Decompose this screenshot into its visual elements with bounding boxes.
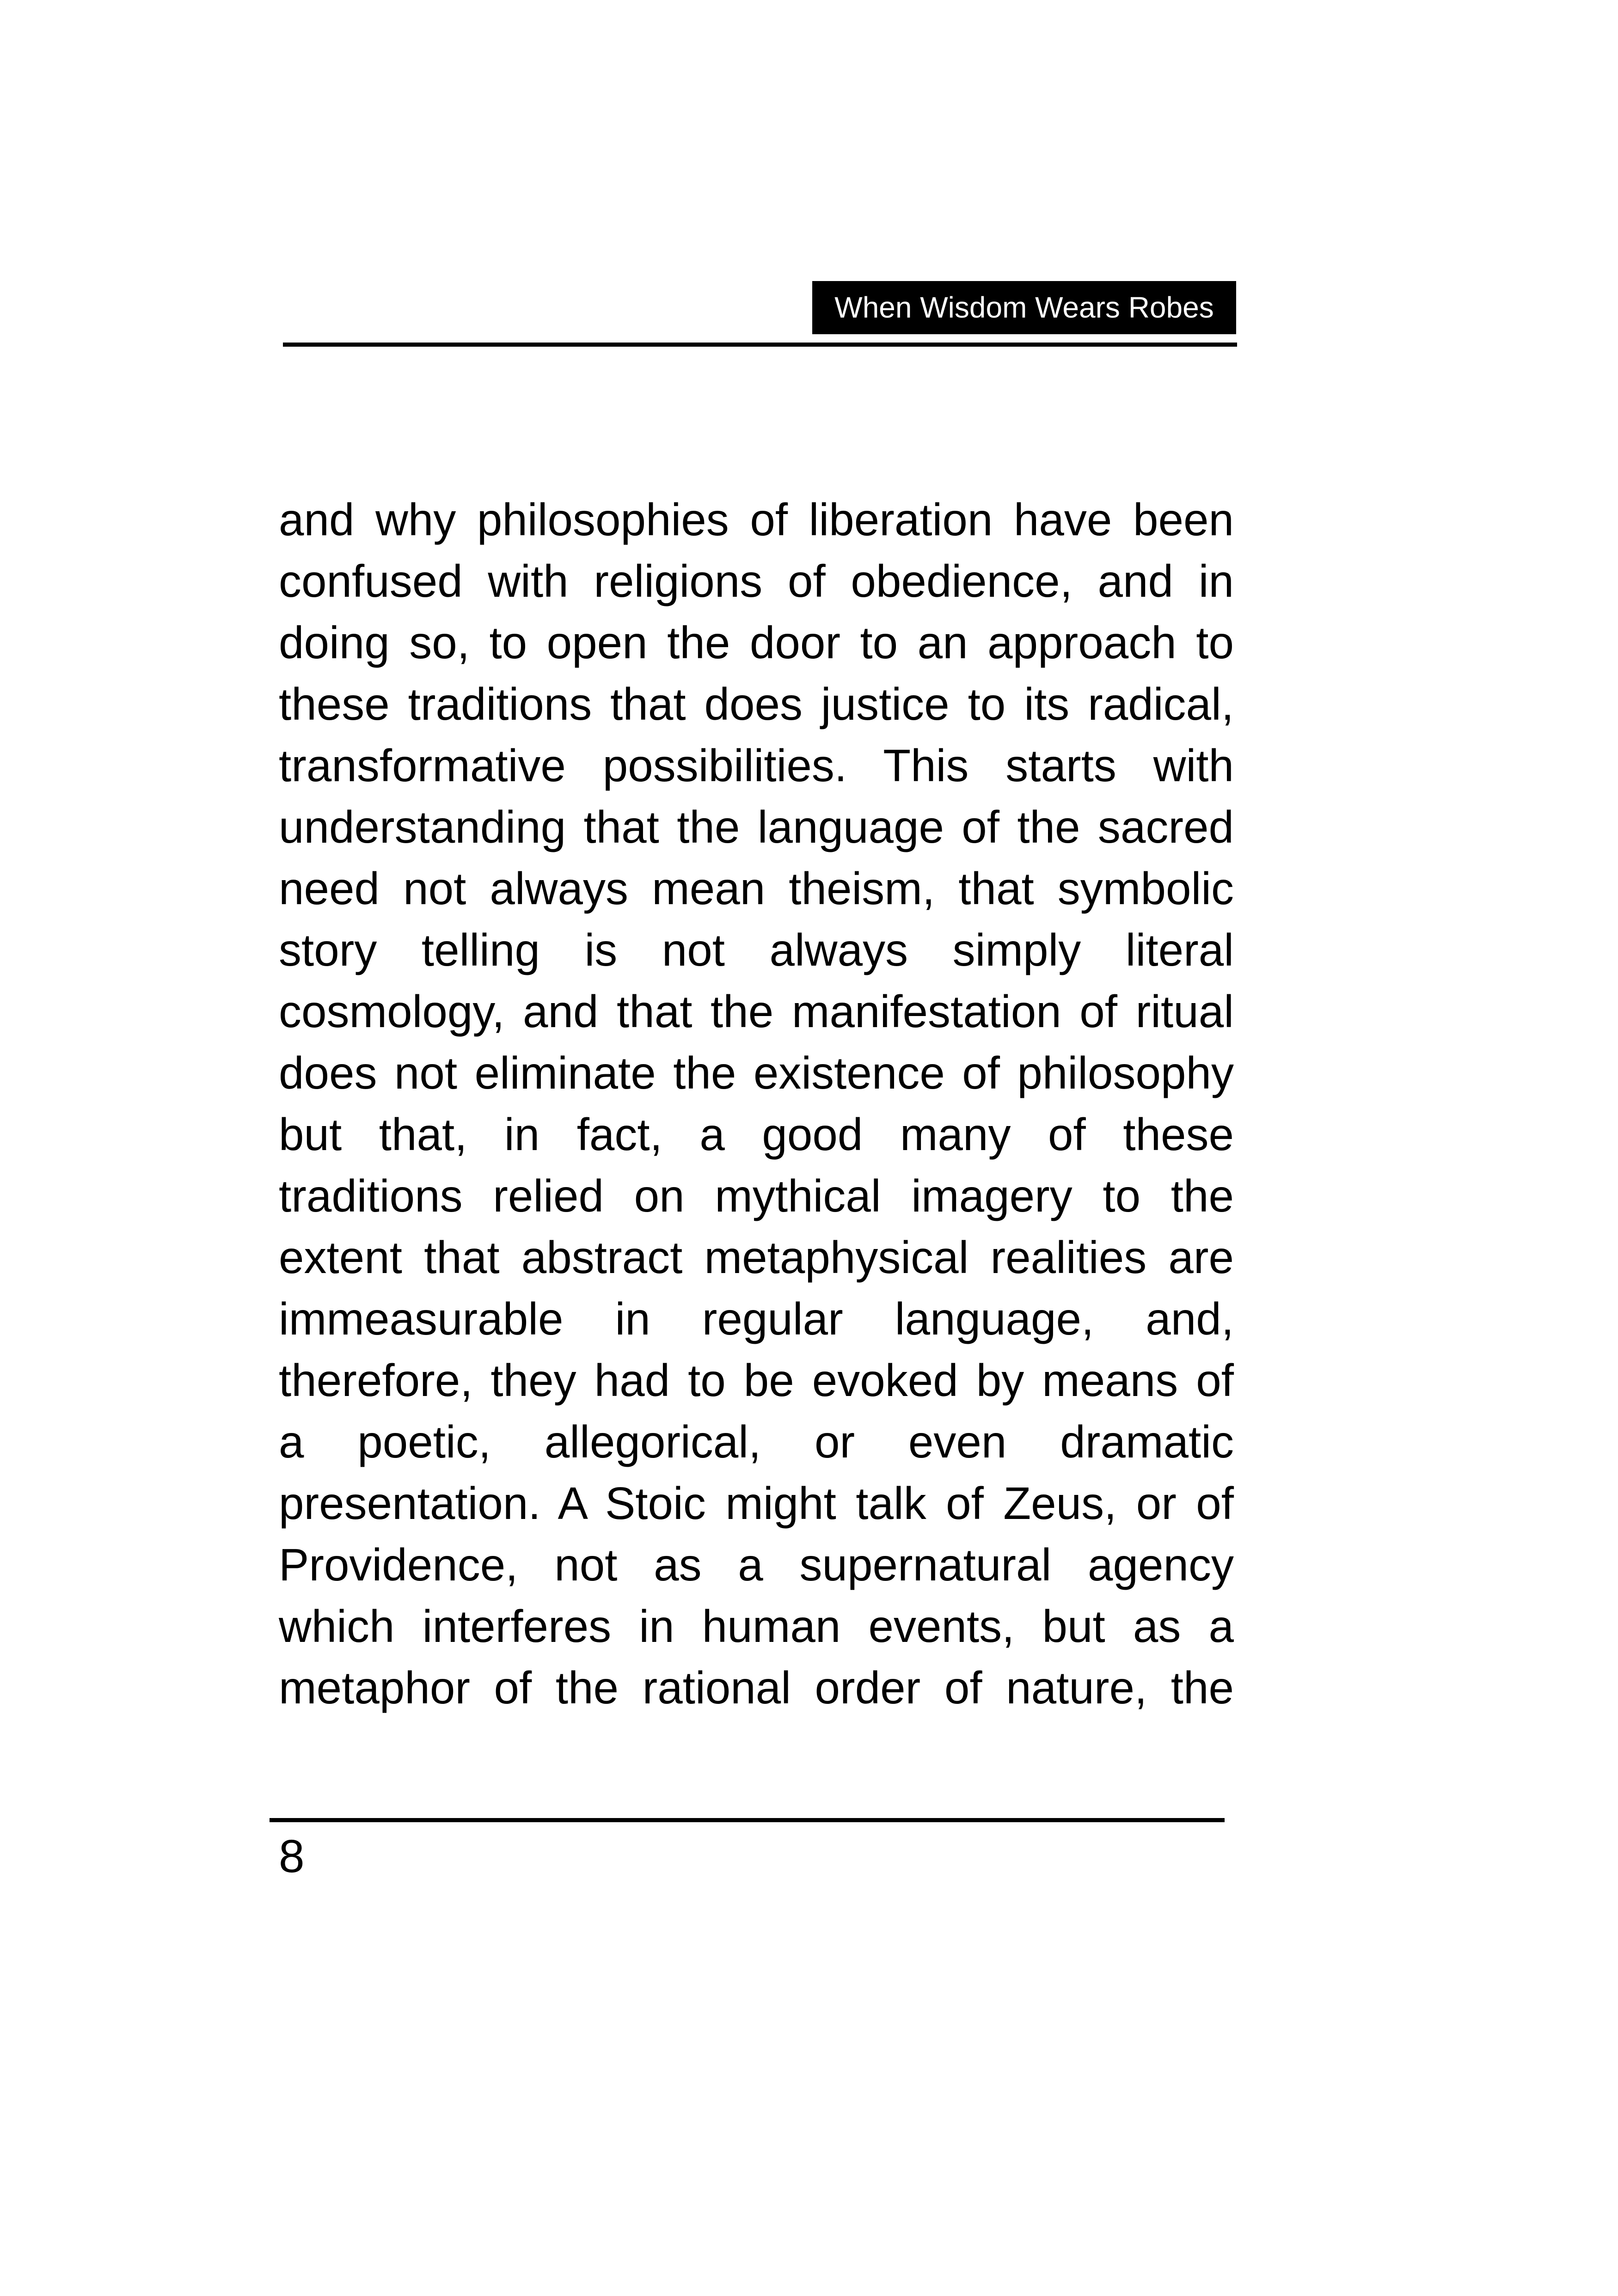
text-line: transformative possibilities. This starts with [279,740,1234,791]
text-line: extent that abstract metaphysical realities are [279,1232,1234,1283]
text-line: and why philosophies of liberation have been [279,494,1234,545]
page-number: 8 [279,1831,305,1882]
text-line: confused with religions of obedience, and in [279,556,1234,606]
text-line: cosmology, and that the manifestation of ritual [279,986,1234,1037]
footer-rule [270,1818,1225,1822]
text-line: presentation. A Stoic might talk of Zeus, or of [279,1478,1234,1529]
text-line: Providence, not as a supernatural agency [279,1539,1234,1590]
text-line: immeasurable in regular language, and, [279,1293,1234,1344]
header-rule [283,343,1237,347]
text-line: which interferes in human events, but as a [279,1601,1234,1652]
text-line: these traditions that does justice to its radical, [279,679,1234,729]
text-line: metaphor of the rational order of nature, the [279,1662,1234,1713]
text-line: therefore, they had to be evoked by means of [279,1355,1234,1406]
text-line: but that, in fact, a good many of these [279,1109,1234,1160]
text-line: understanding that the language of the sacred [279,802,1234,852]
body-text [279,489,1234,1719]
text-line: need not always mean theism, that symbolic [279,863,1234,914]
running-head-title: When Wisdom Wears Robes [812,281,1236,334]
text-line: does not eliminate the existence of philosophy [279,1047,1234,1098]
text-line: doing so, to open the door to an approach to [279,617,1234,668]
text-line: a poetic, allegorical, or even dramatic [279,1416,1234,1467]
text-line: story telling is not always simply literal [279,925,1234,975]
text-line: traditions relied on mythical imagery to the [279,1170,1234,1221]
